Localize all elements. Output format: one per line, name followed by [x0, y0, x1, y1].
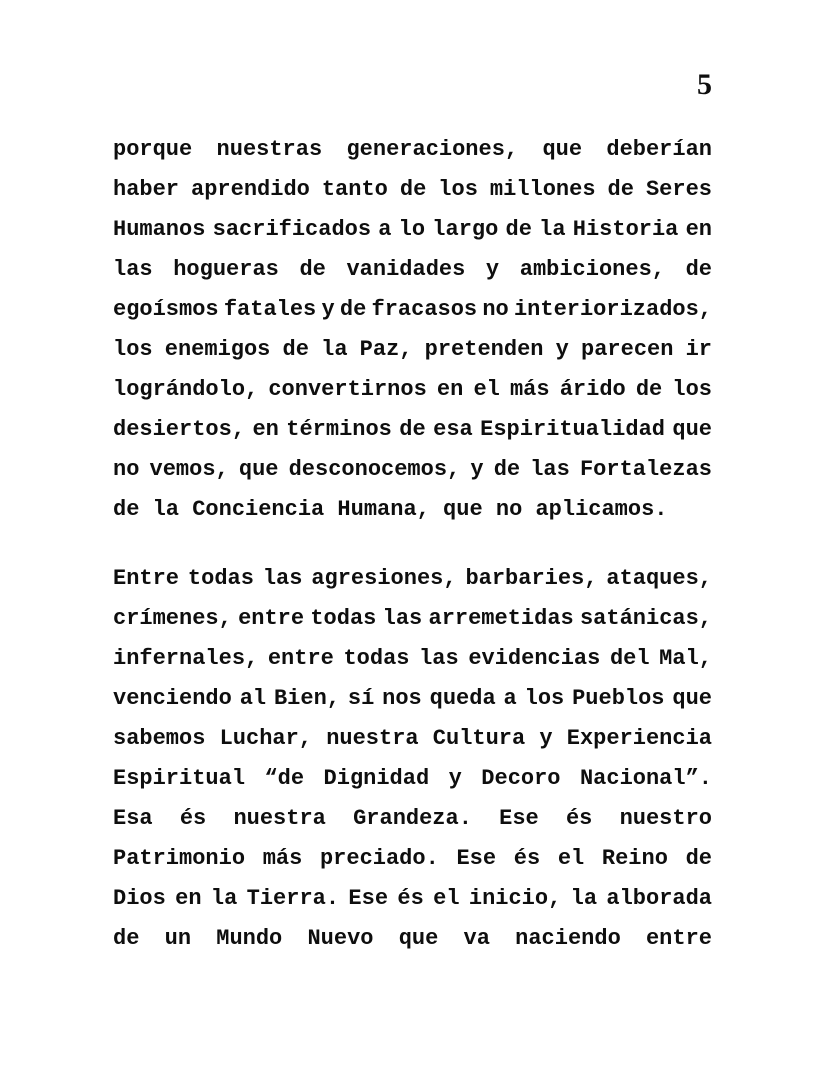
text-line: los enemigos de la Paz, pretenden y parecen ir — [113, 337, 712, 362]
text-line: porque nuestras generaciones, que deberían — [113, 137, 712, 162]
paragraph-2 — [113, 559, 712, 959]
text-line: Patrimonio más preciado. Ese és el Reino de — [113, 846, 712, 871]
text-line: haber aprendido tanto de los millones de Seres — [113, 177, 712, 202]
text-line: infernales, entre todas las evidencias del Mal, — [113, 646, 712, 671]
text-line: crímenes, entre todas las arremetidas satánicas, — [113, 606, 712, 631]
text-line: las hogueras de vanidades y ambiciones, de — [113, 257, 712, 282]
text-line: de la Conciencia Humana, que no aplicamos. — [113, 497, 668, 522]
text-line: sabemos Luchar, nuestra Cultura y Experiencia — [113, 726, 712, 751]
text-line: egoísmos fatales y de fracasos no interiorizados, — [113, 297, 712, 322]
text-line: Humanos sacrificados a lo largo de la Historia en — [113, 217, 712, 242]
page-number: 5 — [697, 68, 712, 101]
text-line: lográndolo, convertirnos en el más árido de los — [113, 377, 712, 402]
text-line: Espiritual “de Dignidad y Decoro Nacional”. — [113, 766, 712, 791]
text-line: desiertos, en términos de esa Espiritualidad que — [113, 417, 712, 442]
paragraph-1 — [113, 130, 712, 530]
text-line: Dios en la Tierra. Ese és el inicio, la alborada — [113, 886, 712, 911]
text-line: de un Mundo Nuevo que va naciendo entre — [113, 926, 712, 951]
text-line: venciendo al Bien, sí nos queda a los Pueblos que — [113, 686, 712, 711]
page-body — [113, 130, 712, 959]
text-line: Entre todas las agresiones, barbaries, ataques, — [113, 566, 712, 591]
text-line: Esa és nuestra Grandeza. Ese és nuestro — [113, 806, 712, 831]
text-line: no vemos, que desconocemos, y de las Fortalezas — [113, 457, 712, 482]
